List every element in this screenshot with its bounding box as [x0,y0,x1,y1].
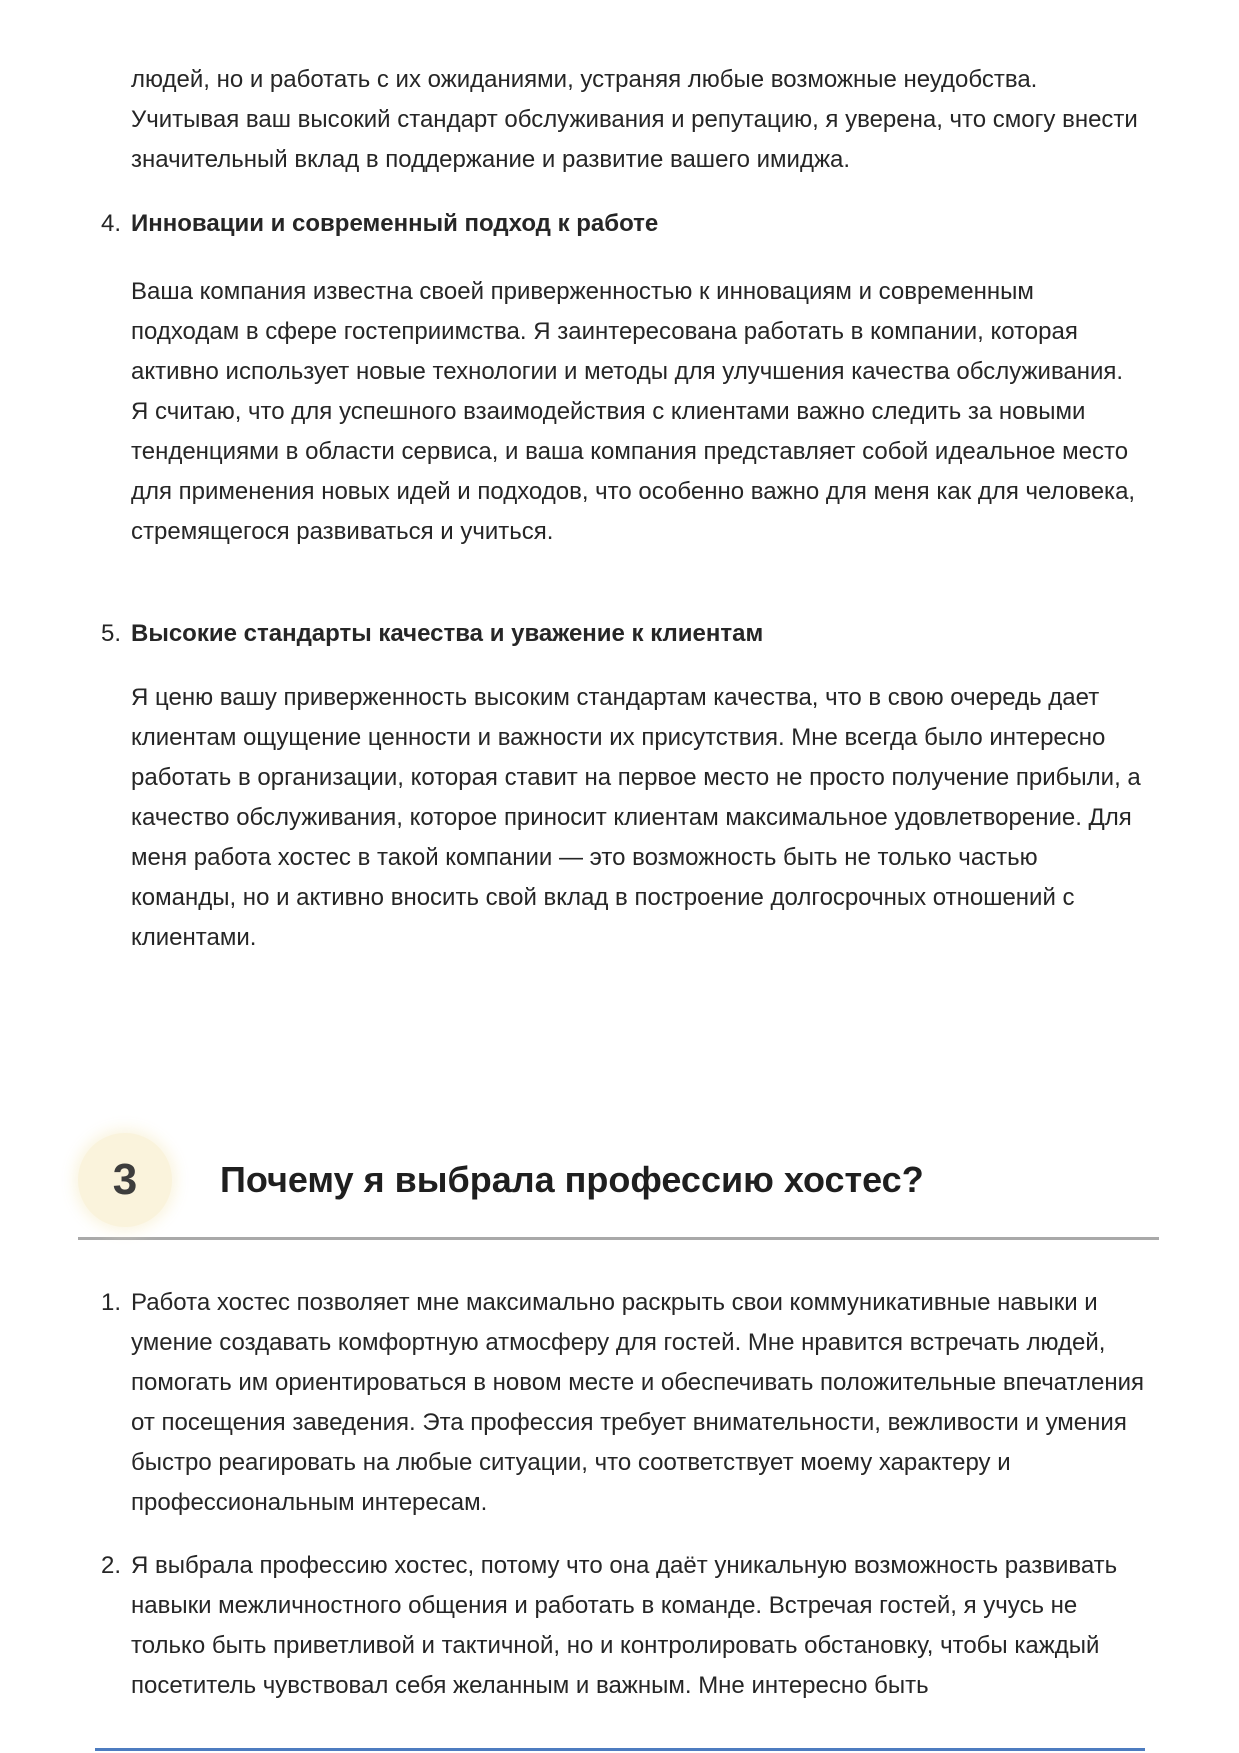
answer-item-2 [95,1546,1146,1706]
list-item-4-body: Ваша компания известна своей приверженностью к инновациям и современным подходам в сфере гостеприимства. Я заинтересована работать в компании, которая активно использует новые технологии и методы для улучшения качества обслуживания. Я считаю, что для успешного взаимодействия с клиентами важно следить за новыми тенденциями в области сервиса, и ваша компания представляет собой идеальное место для применения новых идей и подходов, что особенно важно для меня как для человека, стремящегося развиваться и учиться. [131,278,1136,545]
list-item-5-heading [95,614,1146,654]
answer-text: Работа хостес позволяет мне максимально раскрыть свои коммуникативные навыки и умение создавать комфортную атмосферу для гостей. Мне нравится встречать людей, помогать им ориентироваться в новом месте и обеспечивать положительные впечатления от посещения заведения. Эта профессия требует внимательности, вежливости и умения быстро реагировать на любые ситуации, что соответствует моему характеру и профессиональным интересам. [131,1289,1145,1516]
list-item-heading: Высокие стандарты качества и уважение к клиентам [131,620,764,647]
list-number: 2. [101,1552,122,1579]
list-item-4-heading [95,204,1146,244]
section-title: Почему я выбрала профессию хостес? [220,1159,924,1200]
list-item-5-body: Я ценю вашу приверженность высоким стандартам качества, что в свою очередь дает клиентам ощущение ценности и важности их присутствия. Мне всегда было интересно работать в организации, которая ставит на первое место не просто получение прибыли, а качество обслуживания, которое приносит клиентам максимальное удовлетворение. Для меня работа хостес в такой компании — это возможность быть не только частью команды, но и активно вносить свой вклад в построение долгосрочных отношений с клиентами. [131,684,1141,951]
list-item-heading: Инновации и современный подход к работе [131,210,659,237]
paragraph-continuation: людей, но и работать с их ожиданиями, устраняя любые возможные неудобства. Учитывая ваш высокий стандарт обслуживания и репутацию, я уверена, что смогу внести значительный вклад в поддержание и развитие вашего имиджа. [131,66,1138,173]
next-section-divider [95,1748,1145,1751]
answer-text: Я выбрала профессию хостес, потому что она даёт уникальную возможность развивать навыки межличностного общения и работать в команде. Встречая гостей, я учусь не только быть приветливой и тактичной, но и контролировать обстановку, чтобы каждый посетитель чувствовал себя желанным и важным. Мне интересно быть [131,1552,1118,1699]
list-number: 1. [101,1289,122,1316]
list-number: 5. [101,620,122,647]
answer-item-1 [95,1283,1146,1523]
section-divider [78,1237,1159,1240]
list-number: 4. [101,210,122,237]
section-header [78,1133,1146,1227]
section-number-badge: 3 [78,1133,172,1227]
